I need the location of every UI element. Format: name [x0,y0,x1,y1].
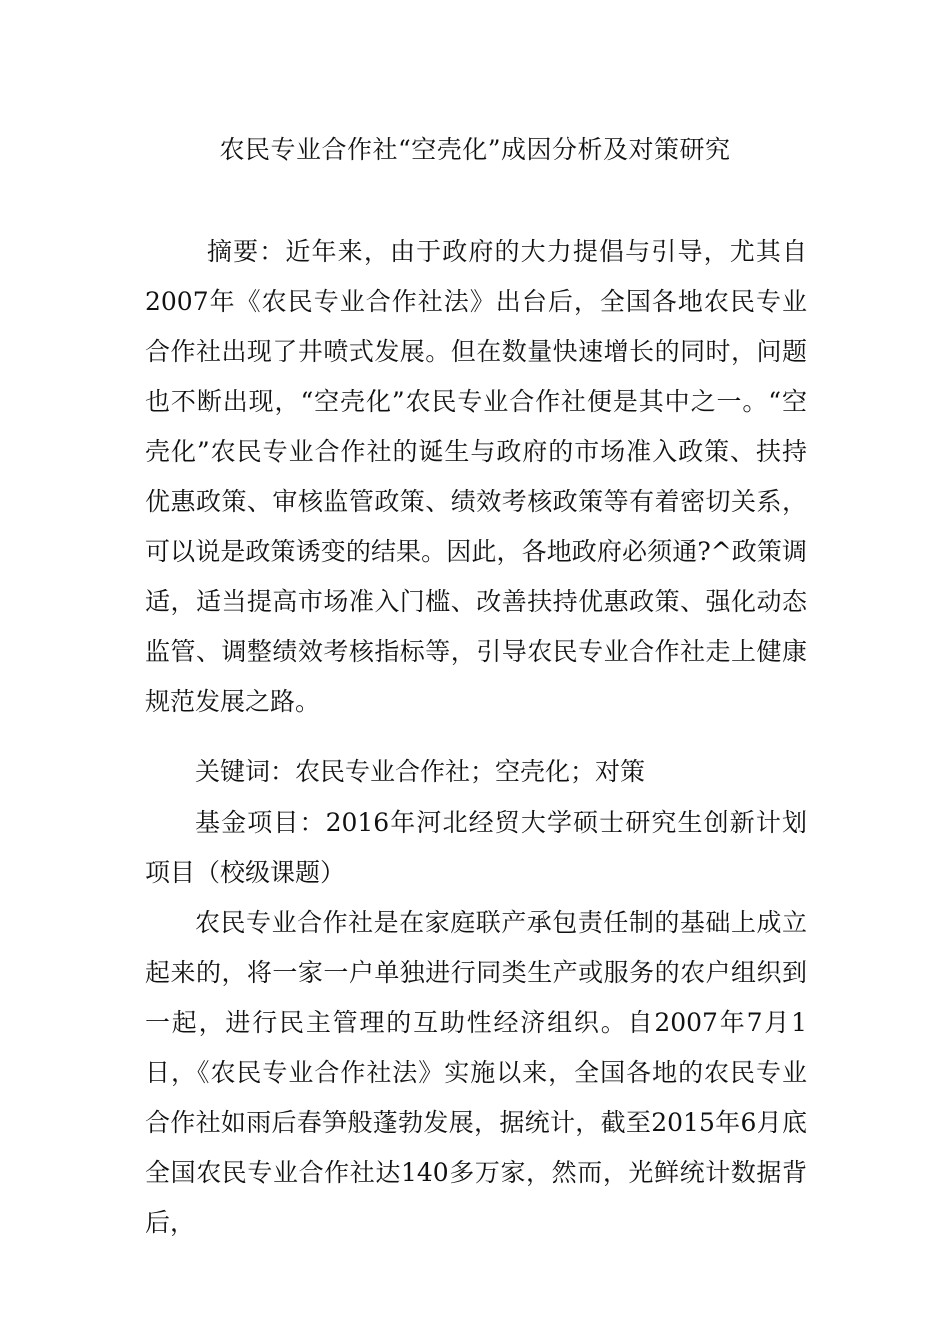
keywords-line: 关键词：农民专业合作社；空壳化；对策 [195,757,646,786]
fund-project-paragraph: 基金项目：2016年河北经贸大学硕士研究生创新计划项目（校级课题） [145,808,807,887]
intro-paragraph: 农民专业合作社是在家庭联产承包责任制的基础上成立起来的，将一家一户单独进行同类生产或服务的农户组织到一起，进行民主管理的互助性经济组织。自2007年7月1日，《农民专业合作社法》实施以来，全国各地的农民专业合作社如雨后春笋般蓬勃发展，据统计，截至2015年6月底全国农民专业合作社达140多万家，然而，光鲜统计数据背后， [145,908,807,1237]
document-title: 农民专业合作社“空壳化”成因分析及对策研究 [219,135,731,164]
abstract-paragraph: 摘要：近年来，由于政府的大力提倡与引导，尤其自2007年《农民专业合作社法》出台后，全国各地农民专业合作社出现了井喷式发展。但在数量快速增长的同时，问题也不断出现，“空壳化”农民专业合作社便是其中之一。“空壳化”农民专业合作社的诞生与政府的市场准入政策、扶持优惠政策、审核监管政策、绩效考核政策等有着密切关系，可以说是政策诱变的结果。因此，各地政府必须通?^政策调适，适当提高市场准入门槛、改善扶持优惠政策、强化动态监管、调整绩效考核指标等，引导农民专业合作社走上健康规范发展之路。 [145,237,807,716]
